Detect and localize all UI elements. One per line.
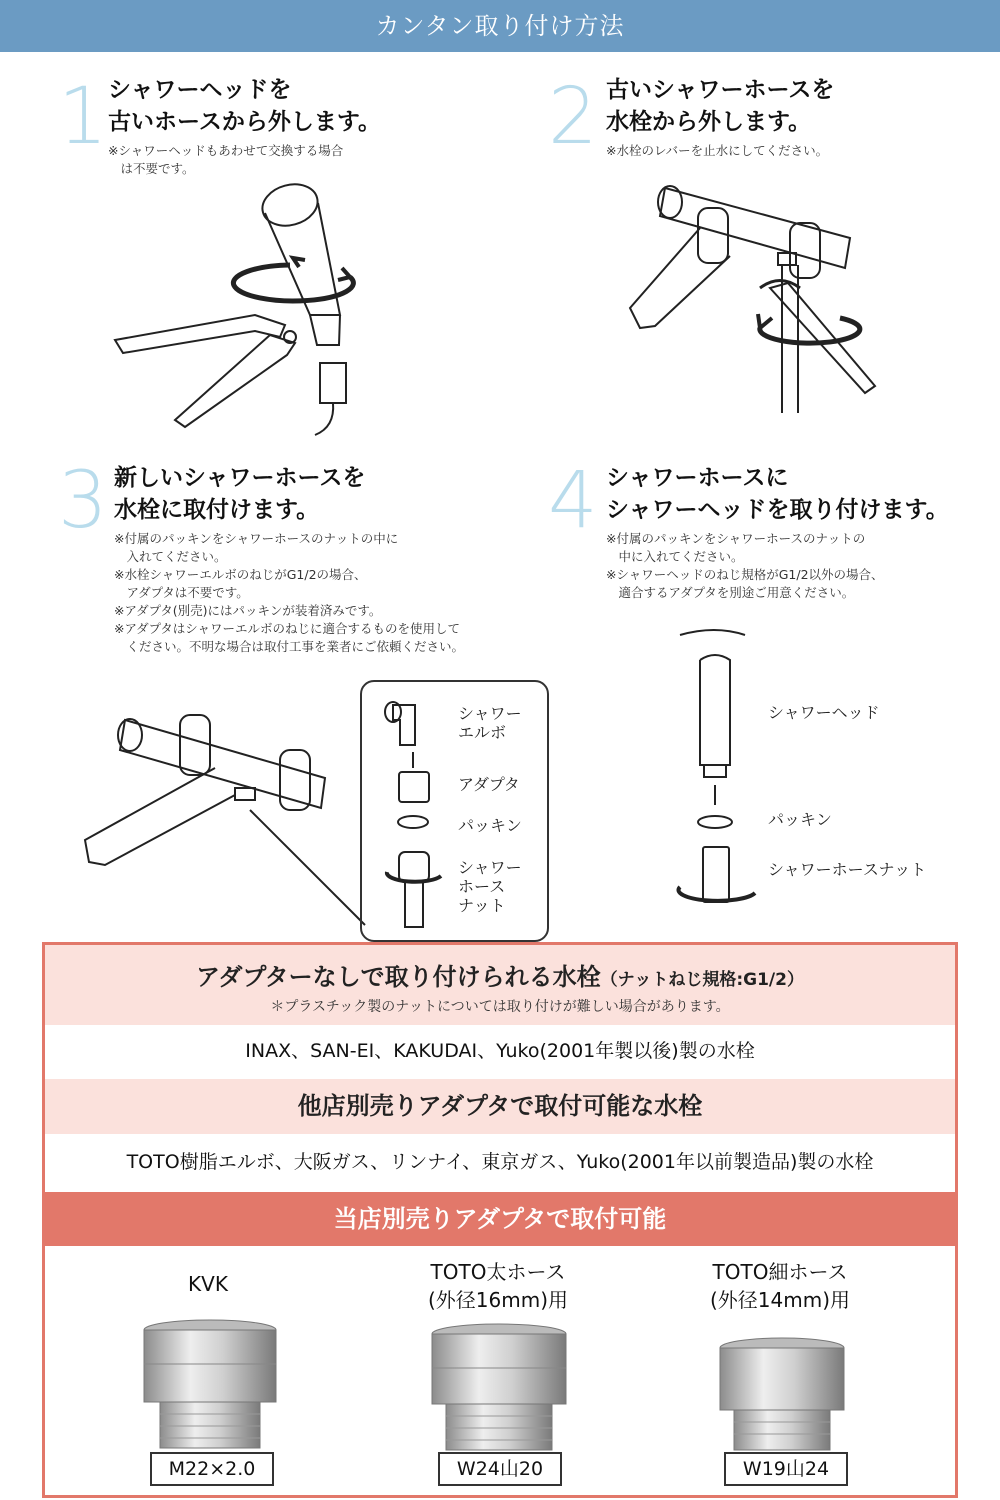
adapter-2-image	[428, 1322, 570, 1453]
step-1-note: ※シャワーヘッドもあわせて交換する場合 は不要です。	[108, 143, 344, 176]
no-adapter-header	[45, 945, 955, 1025]
label-packing-2: パッキン	[768, 810, 832, 829]
step-1-title: シャワーヘッドを 古いホースから外します。	[108, 77, 382, 135]
step-4-note: ※付属のパッキンをシャワーホースのナットの 中に入れてください。 ※シャワーヘッドのねじ規格がG1/2以外の場合、 適合するアダプタを別途ご用意ください。	[606, 531, 884, 600]
step-2-illustration	[610, 168, 900, 430]
store-adapter-title: 当店別売りアダプタで取付可能	[45, 1192, 955, 1246]
label-shower-head: シャワーヘッド	[768, 703, 880, 722]
adapter-3-thread: W19山24	[724, 1452, 848, 1486]
no-adapter-title-suffix: （ナットねじ規格:G1/2）	[600, 970, 804, 990]
step-1-illustration	[105, 165, 405, 440]
adapter-2-thread: W24山20	[438, 1452, 562, 1486]
step-4-title: シャワーホースに シャワーヘッドを取り付けます。	[606, 465, 949, 523]
no-adapter-note: ＊プラスチック製のナットについては取り付けが難しい場合があります。	[270, 999, 730, 1015]
no-adapter-brands: INAX、SAN-EI、KAKUDAI、Yuko(2001年製以後)製の水栓	[245, 1040, 755, 1062]
page-banner: カンタン取り付け方法	[0, 0, 1000, 52]
adapter-2-label: TOTO太ホース (外径16mm)用	[427, 1260, 569, 1312]
step-4-illustration	[670, 625, 765, 915]
adapter-1-thread: M22×2.0	[150, 1452, 274, 1486]
adapter-1-image	[140, 1318, 280, 1453]
adapter-1-label: KVK	[188, 1272, 228, 1296]
step-2-number: 2	[548, 72, 598, 162]
step-3-note: ※付属のパッキンをシャワーホースのナットの中に 入れてください。 ※水栓シャワーエルボのねじがG1/2の場合、 アダプタは不要です。 ※アダプタ(別売)にはパッキンが装着済みです。 ※アダプタはシャワーエルボのねじに適合するものを使用して ください。不明な場合は取付工事を業者にご依頼ください。	[114, 531, 465, 654]
step-3-number: 3	[58, 456, 108, 546]
step-4-number: 4	[548, 456, 598, 546]
step-2-note: ※水栓のレバーを止水にしてください。	[606, 143, 829, 158]
label-hose-nut: シャワー ホース ナット	[458, 858, 522, 915]
step-1-number: 1	[58, 72, 108, 162]
label-hose-nut-2: シャワーホースナット	[768, 860, 927, 879]
step-3-title: 新しいシャワーホースを 水栓に取付けます。	[114, 465, 366, 523]
step-3-faucet-illustration	[75, 690, 375, 940]
label-adapter: アダプタ	[458, 775, 520, 794]
step-2-title: 古いシャワーホースを 水栓から外します。	[606, 77, 835, 135]
other-store-title: 他店別売りアダプタで取付可能な水栓	[45, 1079, 955, 1134]
label-shower-elbow: シャワー エルボ	[458, 704, 522, 742]
step-3-parts-illustration	[375, 690, 450, 935]
adapter-3-label: TOTO細ホース (外径14mm)用	[709, 1260, 851, 1312]
label-packing: パッキン	[458, 816, 522, 835]
other-store-brands: TOTO樹脂エルボ、大阪ガス、リンナイ、東京ガス、Yuko(2001年以前製造品)製の水栓	[126, 1151, 874, 1173]
no-adapter-title: アダプターなしで取り付けられる水栓	[196, 963, 601, 991]
adapter-3-image	[716, 1336, 848, 1453]
